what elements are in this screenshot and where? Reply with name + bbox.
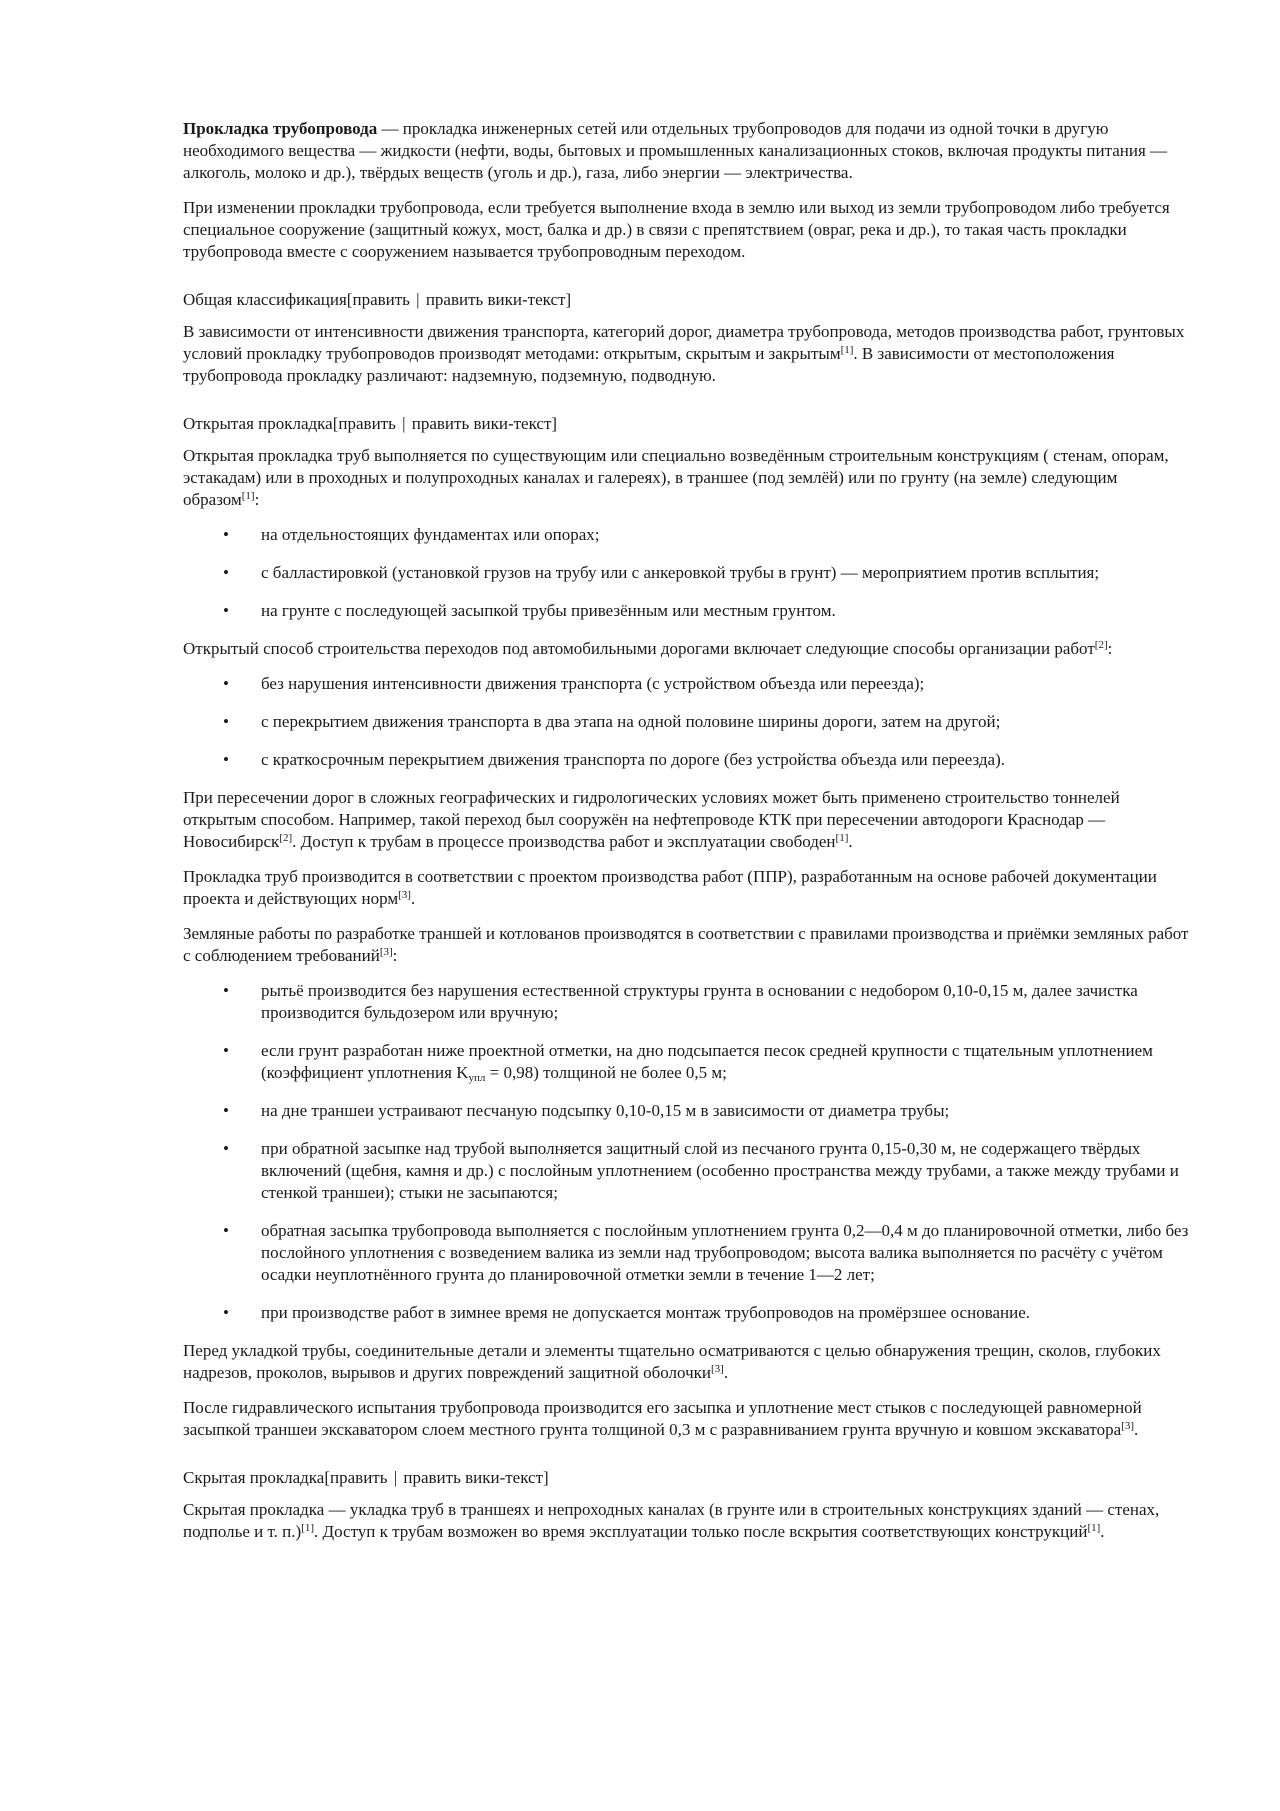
reference-link[interactable]: [1]: [301, 1522, 314, 1534]
bullet-list: [183, 673, 1193, 771]
list-item: • с перекрытием движения транспорта в два этапа на одной половине ширины дороги, затем на другой;: [261, 711, 1193, 733]
list-item: • без нарушения интенсивности движения транспорта (с устройством объезда или переезда);: [261, 673, 1193, 695]
paragraph: [183, 1340, 1193, 1384]
text-run: .: [723, 1363, 729, 1382]
section-title: Открытая прокладка: [183, 414, 333, 433]
intro-text: — прокладка инженерных сетей или отдельных трубопроводов для подачи из одной точки в другую необходимого вещества — жидкости (нефти, воды, бытовых и промышленных канализационных стоков, включая продукты питания — алкоголь, молоко и др.), твёрдых веществ (уголь и др.), газа, либо энергии — электричества.: [183, 119, 1168, 182]
intro-paragraph: [183, 118, 1193, 184]
edit-separator: |: [393, 1468, 398, 1487]
text-run: При пересечении дорог в сложных географических и гидрологических условиях может быть применено строительство тоннелей открытым способом. Например, такой переход был сооружён на нефтепроводе КТК при пересечении автодороги Краснодар — Новосибирск: [183, 788, 1120, 851]
section-title: Общая классификация: [183, 290, 347, 309]
reference-link[interactable]: [3]: [379, 946, 393, 958]
text-run: :: [254, 490, 260, 509]
list-item: • с краткосрочным перекрытием движения транспорта по дороге (без устройства объезда или переезда).: [261, 749, 1193, 771]
text-run: Скрытая прокладка — укладка труб в траншеях и непроходных каналах (в грунте или в строительных конструкциях зданий — стенах, подполье и т. п.): [183, 1500, 1160, 1541]
text-run: .: [410, 889, 416, 908]
list-item: [261, 1040, 1193, 1084]
text-run: . Доступ к трубам возможен во время эксплуатации только после вскрытия соответствующих конструкций: [314, 1522, 1088, 1541]
list-item: • обратная засыпка трубопровода выполняется с послойным уплотнением грунта 0,2—0,4 м до планировочной отметки, либо без послойного уплотнения с возведением валика из земли над трубопроводом; высота валика выполняется по расчёту с учётом осадки неуплотнённого грунта до планировочной отметки земли в течение 1—2 лет;: [261, 1220, 1193, 1286]
bullet-list: [183, 524, 1193, 622]
reference-link[interactable]: [3]: [398, 889, 411, 901]
section-title: Скрытая прокладка: [183, 1468, 325, 1487]
list-item: • с балластировкой (установкой грузов на трубу или с анкеровкой трубы в грунт) — мероприятием против всплытия;: [261, 562, 1193, 584]
paragraph: [183, 787, 1193, 853]
reference-link[interactable]: [1]: [1087, 1522, 1101, 1534]
edit-source-link[interactable]: править вики-текст: [403, 1468, 544, 1487]
edit-link[interactable]: править: [330, 1468, 388, 1487]
edit-link[interactable]: править: [338, 414, 396, 433]
edit-close-bracket: ]: [565, 290, 572, 309]
edit-separator: |: [402, 414, 406, 433]
edit-separator: |: [416, 290, 420, 309]
section-heading-hidden: [183, 1467, 1193, 1489]
edit-open-bracket: [: [346, 290, 353, 309]
text-run: . Доступ к трубам в процессе производства работ и эксплуатации свободен: [292, 832, 836, 851]
bullet-list: [183, 980, 1193, 1324]
paragraph: [183, 923, 1193, 967]
text-run: Прокладка труб производится в соответствии с проектом производства работ (ППР), разработанным на основе рабочей документации проекта и действующих норм: [183, 867, 1157, 908]
text-run: После гидравлического испытания трубопровода производится его засыпка и уплотнение мест стыков с последующей равномерной засыпкой траншеи экскаватором слоем местного грунта толщиной 0,3 м с разравниванием грунта вручную и ковшом экскаватора: [183, 1398, 1142, 1439]
paragraph: [183, 445, 1193, 511]
text-run: если грунт разработан ниже проектной отметки, на дно подсыпается песок средней крупности с тщательным уплотнением (коэффициент уплотнения K: [261, 1041, 1153, 1082]
text-run: Открытый способ строительства переходов под автомобильными дорогами включает следующие способы организации работ: [183, 639, 1095, 658]
reference-link[interactable]: [3]: [710, 1363, 724, 1375]
edit-open-bracket: [: [332, 414, 339, 433]
list-item: • рытьё производится без нарушения естественной структуры грунта в основании с недобором 0,10-0,15 м, далее зачистка производится бульдозером или вручную;: [261, 980, 1193, 1024]
section-heading-general: [183, 289, 1193, 311]
article-body: [183, 118, 1193, 1556]
list-item: • на отдельностоящих фундаментах или опорах;: [261, 524, 1193, 546]
intro-term: Прокладка трубопровода: [183, 119, 378, 138]
edit-link[interactable]: править: [352, 290, 410, 309]
text-run: = 0,98) толщиной не более 0,5 м;: [485, 1063, 727, 1082]
paragraph: [183, 321, 1193, 387]
edit-source-link[interactable]: править вики-текст: [425, 290, 566, 309]
reference-link[interactable]: [1]: [840, 344, 854, 356]
text-run: .: [1100, 1522, 1105, 1541]
edit-close-bracket: ]: [551, 414, 558, 433]
reference-link[interactable]: [3]: [1121, 1420, 1134, 1432]
edit-open-bracket: [: [324, 1468, 331, 1487]
list-item: • при обратной засыпке над трубой выполняется защитный слой из песчаного грунта 0,15-0,30 м, не содержащего твёрдых включений (щебня, камня и др.) с послойным уплотнением (особенно пространства между трубами, а также между трубами и стенкой траншеи); стыки не засыпаются;: [261, 1138, 1193, 1204]
text-run: Открытая прокладка труб выполняется по существующим или специально возведённым строительным конструкциям ( стенам, опорам, эстакадам) или в проходных и полупроходных каналах и галереях), в траншее (под землёй) или по грунту (на земле) следующим образом: [183, 446, 1169, 509]
edit-source-link[interactable]: править вики-текст: [411, 414, 552, 433]
paragraph: [183, 1499, 1193, 1543]
reference-link[interactable]: [1]: [241, 490, 255, 502]
reference-link[interactable]: [2]: [1094, 639, 1108, 651]
paragraph: [183, 638, 1193, 660]
text-run: Перед укладкой трубы, соединительные детали и элементы тщательно осматриваются с целью обнаружения трещин, сколов, глубоких надрезов, проколов, вырывов и других повреждений защитной оболочки: [183, 1341, 1161, 1382]
crossing-paragraph: При изменении прокладки трубопровода, если требуется выполнение входа в землю или выход из земли трубопроводом либо требуется специальное сооружение (защитный кожух, мост, балка и др.) в связи с препятствием (овраг, река и др.), то такая часть прокладки трубопровода вместе с сооружением называется трубопроводным переходом.: [183, 198, 1170, 261]
subscript: упл: [468, 1072, 486, 1084]
list-item: • при производстве работ в зимнее время не допускается монтаж трубопроводов на промёрзшее основание.: [261, 1302, 1193, 1324]
text-run: .: [1133, 1420, 1139, 1439]
text-run: .: [848, 832, 853, 851]
reference-link[interactable]: [1]: [835, 832, 849, 844]
reference-link[interactable]: [2]: [279, 832, 293, 844]
text-run: В зависимости от интенсивности движения транспорта, категорий дорог, диаметра трубопровода, методов производства работ, грунтовых условий прокладку трубопроводов производят методами: открытым, скрытым и закрытым: [183, 322, 1185, 363]
edit-close-bracket: ]: [543, 1468, 549, 1487]
paragraph: [183, 866, 1193, 910]
text-run: :: [392, 946, 398, 965]
text-run: Земляные работы по разработке траншей и котлованов производятся в соответствии с правилами производства и приёмки земляных работ с соблюдением требований: [183, 924, 1189, 965]
list-item: • на дне траншеи устраивают песчаную подсыпку 0,10-0,15 м в зависимости от диаметра трубы;: [261, 1100, 1193, 1122]
paragraph: [183, 1397, 1193, 1441]
text-run: . В зависимости от местоположения трубопровода прокладку различают: надземную, подземную, подводную.: [183, 344, 1115, 385]
list-item: • на грунте с последующей засыпкой трубы привезённым или местным грунтом.: [261, 600, 1193, 622]
text-run: :: [1107, 639, 1113, 658]
section-heading-open: [183, 413, 1193, 435]
